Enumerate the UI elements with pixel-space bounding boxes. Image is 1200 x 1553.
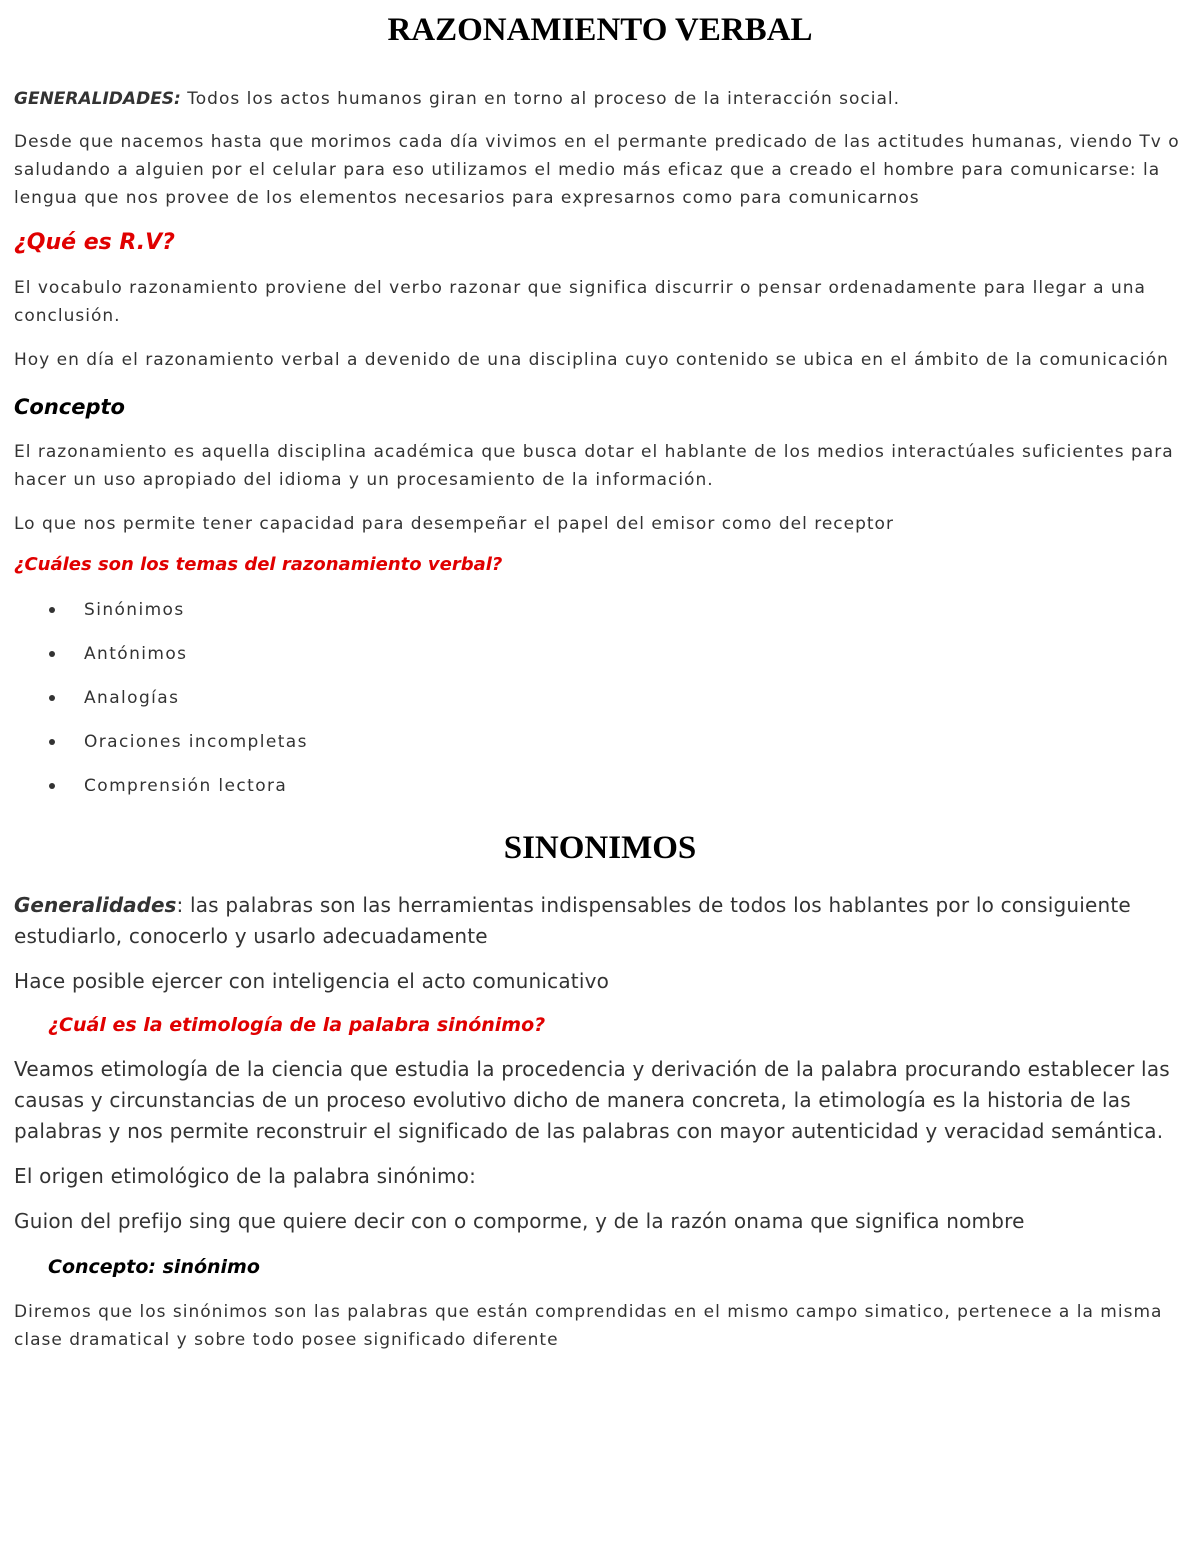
generalidades-sinonimos-paragraph: [14, 890, 1186, 952]
title-sinonimos: SINONIMOS: [503, 830, 697, 866]
title-razonamiento-verbal: RAZONAMIENTO VERBAL: [387, 12, 813, 48]
bullet-icon: [49, 651, 55, 657]
temas-list: [14, 596, 1186, 800]
bullet-icon: [49, 695, 55, 701]
paragraph-razonamiento-disciplina: El razonamiento es aquella disciplina académica que busca dotar el hablante de los medios interactúales suficientes para hacer un uso apropiado del idioma y un procesamiento de la información.: [14, 442, 1174, 490]
generalidades-sinonimos-label: Generalidades: [14, 893, 177, 917]
paragraph-diremos: Diremos que los sinónimos son las palabras que están comprendidas en el mismo campo simatico, pertenece a la misma clase dramatical y sobre todo posee significado diferente: [14, 1302, 1163, 1350]
list-item-sinonimos: Sinónimos: [14, 596, 1186, 624]
paragraph-guion-prefijo: Guion del prefijo sing que quiere decir con o comporme, y de la razón onama que significa nombre: [14, 1209, 1025, 1233]
heading-temas: ¿Cuáles son los temas del razonamiento verbal?: [14, 554, 503, 575]
list-item-analogias: Analogías: [14, 684, 1186, 712]
generalidades-paragraph: [14, 85, 1186, 113]
paragraph-hoy-en-dia: Hoy en día el razonamiento verbal a devenido de una disciplina cuyo contenido se ubica en el ámbito de la comunicación: [14, 350, 1169, 370]
paragraph-vocabulo: El vocabulo razonamiento proviene del verbo razonar que significa discurrir o pensar ordenadamente para llegar a una conclusión.: [14, 278, 1146, 326]
paragraph-hace-posible: Hace posible ejercer con inteligencia el acto comunicativo: [14, 969, 610, 993]
generalidades-label: GENERALIDADES:: [14, 89, 181, 109]
heading-concepto: Concepto: [14, 395, 125, 419]
list-item-oraciones: Oraciones incompletas: [14, 728, 1186, 756]
heading-que-es-rv: ¿Qué es R.V?: [14, 230, 175, 255]
paragraph-capacidad: Lo que nos permite tener capacidad para desempeñar el papel del emisor como del receptor: [14, 514, 894, 534]
heading-concepto-sinonimo: Concepto: sinónimo: [48, 1256, 260, 1278]
list-item-comprension: Comprensión lectora: [14, 772, 1186, 800]
list-item-antonimos: Antónimos: [14, 640, 1186, 668]
paragraph-origen-etimologico: El origen etimológico de la palabra sinónimo:: [14, 1164, 477, 1188]
paragraph-desde-que-nacemos: Desde que nacemos hasta que morimos cada día vivimos en el permante predicado de las actitudes humanas, viendo Tv o saludando a alguien por el celular para eso utilizamos el medio más eficaz que a creado el hombre para comunicarse: la lengua que nos provee de los elementos necesarios para expresarnos como para comunicarnos: [14, 132, 1180, 208]
generalidades-text: Todos los actos humanos giran en torno al proceso de la interacción social.: [180, 89, 901, 109]
generalidades-sinonimos-text: : las palabras son las herramientas indispensables de todos los hablantes por lo consiguiente estudiarlo, conocerlo y usarlo adecuadamente: [14, 893, 1131, 948]
bullet-icon: [49, 607, 55, 613]
bullet-icon: [49, 783, 55, 789]
bullet-icon: [49, 739, 55, 745]
heading-etimologia: ¿Cuál es la etimología de la palabra sinónimo?: [48, 1014, 546, 1036]
paragraph-veamos-etimologia: Veamos etimología de la ciencia que estudia la procedencia y derivación de la palabra procurando establecer las causas y circunstancias de un proceso evolutivo dicho de manera concreta, la etimología es la historia de las palabras y nos permite reconstruir el significado de las palabras con mayor autenticidad y veracidad semántica.: [14, 1057, 1170, 1143]
